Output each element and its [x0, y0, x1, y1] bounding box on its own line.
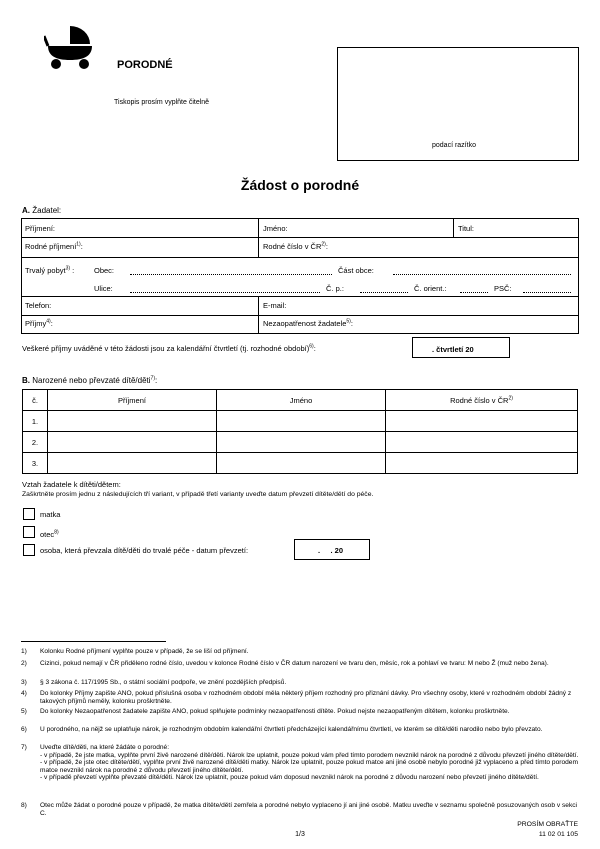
street-input[interactable] — [130, 292, 320, 293]
father-label: otec$^{8)}$ — [40, 529, 59, 539]
house-no-label: Č. p.: — [326, 284, 344, 293]
col-number: č. — [23, 390, 48, 411]
col-birth-number: Rodné číslo v ČR$^{2)}$ — [386, 390, 578, 411]
birth-surname-field[interactable]: Rodné příjmení$^{1)}$: — [25, 241, 83, 251]
col-surname: Příjmení — [48, 390, 217, 411]
residence-label: Trvalý pobyt$^{3)}$ : — [25, 265, 75, 275]
table-row: 2. — [23, 432, 578, 453]
zip-input[interactable] — [523, 292, 571, 293]
footnote-4: 4) Do kolonky Příjmy zapište ANO, pokud příslušná osoba v rozhodném období měla některý příjem rozhodný pro přiznání dávky. Pro všechny osoby, které v rozhodném období žádný z takových příjmů neměly, kolonku proškrtněte. — [21, 690, 572, 705]
dependency-field[interactable]: Nezaopatřenost žadatele$^{5)}$: — [263, 318, 353, 328]
mother-label: matka — [40, 510, 61, 519]
page-number: 1/3 — [295, 831, 305, 838]
father-checkbox[interactable] — [23, 526, 35, 538]
degree-field[interactable]: Titul: — [458, 224, 474, 233]
relation-instruction: Zaškrtněte prosím jednu z následujících tří variant, v případě třetí varianty uveďte datum převzetí dítěte/dětí do péče. — [22, 491, 374, 498]
baby-carriage-icon — [44, 22, 98, 70]
birth-number-field[interactable]: Rodné číslo v ČR$^{2)}$: — [263, 241, 328, 251]
section-a-heading: A. Žadatel: — [22, 206, 62, 215]
municipality-part-input[interactable] — [393, 274, 571, 275]
custody-date-value: . . 20 — [318, 546, 344, 555]
footnote-1: 1) Kolonku Rodné příjmení vyplňte pouze v případě, že se liší od příjmení. — [21, 648, 249, 655]
stamp-label: podací razítko — [432, 142, 476, 149]
municipality-part-label: Část obce: — [338, 266, 374, 275]
page-title: Žádost o porodné — [240, 177, 360, 193]
orient-no-input[interactable] — [460, 292, 488, 293]
footnote-6: 6) U porodného, na nějž se uplatňuje nárok, je rozhodným obdobím kalendářní čtvrtletí předcházející kalendářnímu čtvrtletí, ve kterém se dítě/děti narodilo nebo bylo převzato. — [21, 726, 543, 733]
street-label: Ulice: — [94, 284, 113, 293]
income-field[interactable]: Příjmy$^{4)}$: — [25, 318, 53, 328]
col-name: Jméno — [217, 390, 386, 411]
custody-label: osoba, která převzala dítě/děti do trvalé péče - datum převzetí: — [40, 546, 249, 555]
turn-over-note: PROSÍM OBRAŤTE — [517, 821, 578, 828]
municipality-input[interactable] — [130, 274, 332, 275]
footnote-divider — [21, 641, 166, 642]
child-name-input[interactable] — [217, 453, 386, 474]
footnote-3: 3) § 3 zákona č. 117/1995 Sb., o státní sociální podpoře, ve znění pozdějších předpisů. — [21, 679, 287, 686]
table-row: 1. — [23, 411, 578, 432]
section-b-heading: B. Narozené nebo převzaté dítě/děti$^{7)}$: — [22, 375, 158, 385]
orient-no-label: Č. orient.: — [414, 284, 447, 293]
municipality-label: Obec: — [94, 266, 115, 275]
child-birth-number-input[interactable] — [386, 432, 578, 453]
child-birth-number-input[interactable] — [386, 453, 578, 474]
house-no-input[interactable] — [360, 292, 408, 293]
name-field[interactable]: Jméno: — [263, 224, 288, 233]
footnote-8: 8) Otec může žádat o porodné pouze v případě, že matka dítěte/dětí zemřela a porodné nebylo vyplaceno jí ani jiné osobě. Matku uveďte v seznamu společně posuzovaných osob v sekci C. — [21, 802, 577, 817]
phone-field[interactable]: Telefon: — [25, 301, 52, 310]
surname-field[interactable]: Příjmení: — [25, 224, 56, 233]
footnote-7: 7) Uveďte dítě/děti, na které žádáte o porodné: - v případě, že jste matka, vyplňte první živě narozené dítě/děti. Nárok lze uplatnit, pouze pokud vám před tímto porodem nevznikl nárok na porodné z důvodu převzetí jiného dítěte/dětí. - v případě, že jste otec dítěte/dětí, vyplňte první živě narozené dítě/děti matky. Nárok lze uplatnit, pouze pokud matce ani jiné osobě nebylo porodné již vyplaceno a před tímto porodem matce nevznikl nárok na porodné z důvodu převzetí jiného dítěte/dětí. - v případě převzetí vyplňte převzaté dítě/děti. Nárok lze uplatnit, pouze pokud vám doposud nevznikl nárok na porodné z důvodu narození nebo převzetí jiného dítěte/dětí. — [21, 744, 579, 782]
relation-title: Vztah žadatele k dítěti/dětem: — [22, 480, 121, 489]
custody-checkbox[interactable] — [23, 544, 35, 556]
applicant-box — [21, 218, 579, 334]
children-table — [22, 389, 578, 474]
child-surname-input[interactable] — [48, 432, 217, 453]
child-surname-input[interactable] — [48, 411, 217, 432]
zip-label: PSČ: — [494, 284, 512, 293]
child-name-input[interactable] — [217, 432, 386, 453]
fill-instruction: Tiskopis prosím vyplňte čitelně — [114, 99, 210, 106]
mother-checkbox[interactable] — [23, 508, 35, 520]
footnote-5: 5) Do kolonky Nezaopatřenost žadatele zapište ANO, pokud splňujete podmínky nezaopatřenosti dítěte. Pokud nejste nezaopatřeným dítětem, kolonku proškrtněte. — [21, 708, 510, 715]
table-row: 3. — [23, 453, 578, 474]
form-code: 11 02 01 105 — [538, 831, 578, 838]
form-name: PORODNÉ — [117, 59, 173, 71]
child-name-input[interactable] — [217, 411, 386, 432]
footnote-2: 2) Cizinci, pokud nemají v ČR přiděleno rodné číslo, uvedou v kolonce Rodné číslo v ČR datum narození ve tvaru den, měsíc, rok a pohlaví ve tvaru: M nebo Ž (muž nebo žena). — [21, 660, 549, 667]
child-birth-number-input[interactable] — [386, 411, 578, 432]
child-surname-input[interactable] — [48, 453, 217, 474]
income-period-text: Veškeré příjmy uváděné v této žádosti jsou za kalendářní čtvrtletí (tj. rozhodné období)$^{6)}$: — [22, 343, 316, 353]
email-field[interactable]: E-mail: — [263, 301, 287, 310]
income-period-value: . čtvrtletí 20 — [432, 345, 474, 354]
